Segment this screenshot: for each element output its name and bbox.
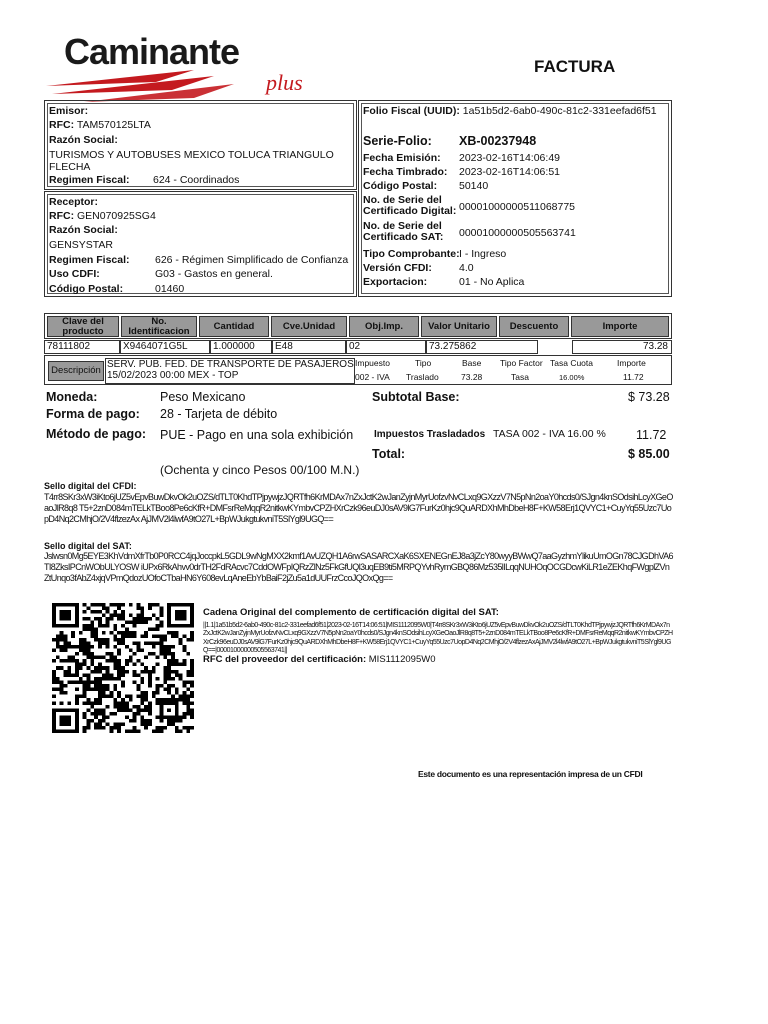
total: $ 85.00 <box>628 447 670 461</box>
receptor-heading: Receptor: <box>49 196 99 208</box>
th-valor-unitario: Valor Unitario <box>421 316 497 337</box>
description-text <box>105 358 355 384</box>
subtotal-label: Subtotal Base: <box>372 390 460 404</box>
cert-sat: 00001000000505563741 <box>459 227 576 239</box>
tax-h-importe: Importe <box>617 358 646 368</box>
cell-valor-unitario: 73.275862 <box>426 340 538 354</box>
fecha-timbrado: 2023-02-16T14:06:51 <box>459 166 560 178</box>
uuid: 1a51b5d2-6ab0-490c-81c2-331eefad6f51 <box>462 105 657 117</box>
cell-descuento <box>538 340 572 354</box>
tax-tipo: Traslado <box>406 372 439 382</box>
certsat-label-2: Certificado SAT: <box>363 231 444 243</box>
tax-h-cuota: Tasa Cuota <box>550 358 593 368</box>
cell-importe: 73.28 <box>572 340 672 354</box>
th-no-identificacion: No. Identificacion <box>121 316 197 337</box>
receptor-cp-label: Código Postal: <box>49 283 124 295</box>
emisor-rfc: TAM570125LTA <box>76 119 151 131</box>
emision-label: Fecha Emisión: <box>363 152 441 164</box>
rfc-proveedor-label: RFC del proveedor del certificación: <box>203 654 367 665</box>
tipo-label: Tipo Comprobante: <box>363 248 460 260</box>
qr-code <box>52 603 194 733</box>
metodo-pago: PUE - Pago en una sola exhibición <box>160 428 354 442</box>
th-cantidad: Cantidad <box>199 316 269 337</box>
sello-sat-title: Sello digital del SAT: <box>44 541 132 551</box>
version-label: Versión CFDI: <box>363 262 432 274</box>
table-row <box>44 340 672 354</box>
serie-label: Serie-Folio: <box>363 134 432 148</box>
qr-code-icon <box>52 603 194 733</box>
tax-impuesto: 002 - IVA <box>355 372 390 382</box>
fiscal-cp-label: Código Postal: <box>363 180 438 192</box>
rfc-proveedor <box>203 654 435 665</box>
cell-unidad: E48 <box>272 340 346 354</box>
fiscal-info-box <box>358 100 672 297</box>
fecha-emision: 2023-02-16T14:06:49 <box>459 152 560 164</box>
tax-h-factor: Tipo Factor <box>500 358 543 368</box>
total-letra: (Ochenta y cinco Pesos 00/100 M.N.) <box>160 463 360 477</box>
receptor-regimen: 626 - Régimen Simplificado de Confianza <box>155 254 349 266</box>
receptor-razon: GENSYSTAR <box>49 239 113 251</box>
cell-cantidad: 1.000000 <box>210 340 272 354</box>
tax-importe: 11.72 <box>623 372 644 382</box>
certsat-label-1: No. de Serie del <box>363 220 442 232</box>
tax-factor: Tasa <box>511 372 529 382</box>
serie-folio: XB-00237948 <box>459 134 537 148</box>
emisor-rfc-label: RFC: <box>49 119 75 131</box>
caminante-plus-logo <box>44 32 344 102</box>
receptor-rfc-label: RFC: <box>49 210 75 222</box>
th-importe: Importe <box>571 316 669 337</box>
moneda-label: Moneda: <box>46 390 98 404</box>
emisor-razon: TURISMOS Y AUTOBUSES MEXICO TOLUCA TRIANGULO FLECHA <box>49 149 334 173</box>
emisor-box <box>44 100 357 190</box>
description-line-2: 15/02/2023 00:00 MEX - TOP <box>107 370 239 381</box>
export-label: Exportacion: <box>363 276 428 288</box>
emisor-heading: Emisor: <box>49 105 89 117</box>
tax-h-tipo: Tipo <box>415 358 432 368</box>
cadena-text: ||1.1|1a51b5d2-6ab0-490c-81c2-331eefad6f51|2023-02-16T14:06:51|MIS1112095W0|T4rr8SKr3xW3iKto6jUZ5vEpvBuwDkvOk2uOZS/dTLT0KhdTPjpywjzJQRTfh6KrMDAx7nZxJctK2wJanZyjnMyrUofzvNvCLxq9GXzzV7N5pNn2oaY0hcds0/SJgn4knSOdsihLcyXGeOaoJlR8q8T5+2znD084mTELkTBoo8Pe6cKfR+DMFsrReMqqR2nitkwKYmbvCPZHXrCzk96euDJ0sAV9lG7FurKz0hjc9QuARDXhMhDbeH8F+KW58Erj1QVYC1+CuyYq55Uzc7UopD4Nq2CMhjO/2V4flzezAxAjJMV2l4lwfA9tO27L+BpWJukgtukvniT5SlYgl9UGQ==|00001000000505563741|| <box>203 622 673 655</box>
forma-pago: 28 - Tarjeta de débito <box>160 407 278 421</box>
description-row <box>44 355 672 385</box>
svg-text:Caminante: Caminante <box>64 32 240 72</box>
tax-base: 73.28 <box>461 372 483 382</box>
emisor-regimen: 624 - Coordinados <box>153 174 240 186</box>
cell-obj-imp: 02 <box>346 340 426 354</box>
metodo-pago-label: Método de pago: <box>46 427 146 441</box>
forma-pago-label: Forma de pago: <box>46 407 140 421</box>
receptor-regimen-label: Regimen Fiscal: <box>49 254 130 266</box>
cell-no-identificacion: X9464071G5L <box>120 340 210 354</box>
th-descuento: Descuento <box>499 316 569 337</box>
cert-label-1: No. de Serie del <box>363 194 442 206</box>
receptor-box <box>44 191 357 297</box>
sello-sat-text: Jslwsn0Mg5EYE3KhVdmXfrTb0P0RCC4jqJoccpkL5GDL9wNgMXX2kmf1AvUZQH1A6rwSASARCXaK6SXENEGnEJ8a3jZcY80wyyBWwQ7aaGyzhmYlikuUmOGn78CJGDhVA6TI8ZksIPCnWObULYOSW iUPx6RkAhvv0drTH2FdRAcvc7CddOWFpIQRzZlNz5FkGfUQl3uqEB9ti5MRPQYvhRymGBQ86Mz535lILqqNUHOqOCGDcwKiLR1eZEKhqFWgplZVnZtUnqo3fAbZ4xjqVPmQdozUOfoCTbaHN6Y608evLqAneEbYbBaiF2jZu5a1dUUFrzCcoJQOxQg== <box>44 551 673 583</box>
subtotal: $ 73.28 <box>628 390 670 404</box>
tipo-comprobante: I - Ingreso <box>459 248 507 260</box>
company-logo <box>44 32 344 102</box>
cell-clave: 78111802 <box>44 340 120 354</box>
total-label: Total: <box>372 447 406 461</box>
receptor-rfc: GEN070925SG4 <box>77 210 156 222</box>
sello-cfdi-title: Sello digital del CFDI: <box>44 481 137 491</box>
impuestos-label: Impuestos Trasladados <box>374 429 486 440</box>
moneda: Peso Mexicano <box>160 390 246 404</box>
receptor-uso: G03 - Gastos en general. <box>155 268 273 280</box>
th-obj-imp: Obj.Imp. <box>349 316 419 337</box>
impuestos: 11.72 <box>636 428 667 442</box>
receptor-cp: 01460 <box>155 283 185 295</box>
description-label: Descripción <box>48 361 104 381</box>
tax-h-impuesto: Impuesto <box>355 358 390 368</box>
concepts-table-header <box>44 313 672 339</box>
cert-digital: 00001000000511068775 <box>459 201 576 213</box>
emisor-razon-label: Razón Social: <box>49 134 118 146</box>
sello-cfdi-text: T4rr8SKr3xW3iKto6jUZ5vEpvBuwDkvOk2uOZS/dTLT0KhdTPjpywjzJQRTfh6KrMDAx7nZxJctK2wJanZyjnMyrUofzvNvCLxq9GXzzV7N5pNn2oaY0hcds0/SJgn4knSOdsihLcyXGeOaoJlR8q8 T5+2znD084mTELkTBoo8Pe6cKfR+DMFsrReMqqR2nitkwKYmbvCPZHXrCzk96euDJ0sAV9lG7FurKz0hjc9QuARDXhMhDbeH8F+KW58Erj1QVYC1+CuyYq55Uzc7UopD4Nq2CMhjO/2V4flzezAx AjJMV2l4lwfA9tO27L+BpWJukgtukvniT5SlYgl9UGQ== <box>44 492 673 524</box>
cert-label-2: Certificado Digital: <box>363 205 457 217</box>
cadena-title: Cadena Original del complemento de certificación digital del SAT: <box>203 607 499 618</box>
th-cve-unidad: Cve.Unidad <box>271 316 347 337</box>
svg-text:plus: plus <box>266 70 303 95</box>
receptor-uso-label: Uso CDFI: <box>49 268 100 280</box>
rfc-proveedor-value: MIS1112095W0 <box>368 654 436 665</box>
footer-note: Este documento es una representación impresa de un CFDI <box>418 769 643 779</box>
emisor-regimen-label: Regimen Fiscal: <box>49 174 130 186</box>
description-line-1: SERV. PUB. FED. DE TRANSPORTE DE PASAJEROS <box>107 359 354 370</box>
tax-cuota: 16.00% <box>559 373 585 382</box>
timbrado-label: Fecha Timbrado: <box>363 166 448 178</box>
th-clave: Clave del producto <box>47 316 119 337</box>
exportacion: 01 - No Aplica <box>459 276 525 288</box>
impuestos-desc: TASA 002 - IVA 16.00 % <box>493 428 606 440</box>
receptor-razon-label: Razón Social: <box>49 224 118 236</box>
document-title: FACTURA <box>534 57 616 76</box>
version-cfdi: 4.0 <box>459 262 474 274</box>
uuid-label: Folio Fiscal (UUID): <box>363 105 460 117</box>
tax-h-base: Base <box>462 358 482 368</box>
fiscal-cp: 50140 <box>459 180 489 192</box>
